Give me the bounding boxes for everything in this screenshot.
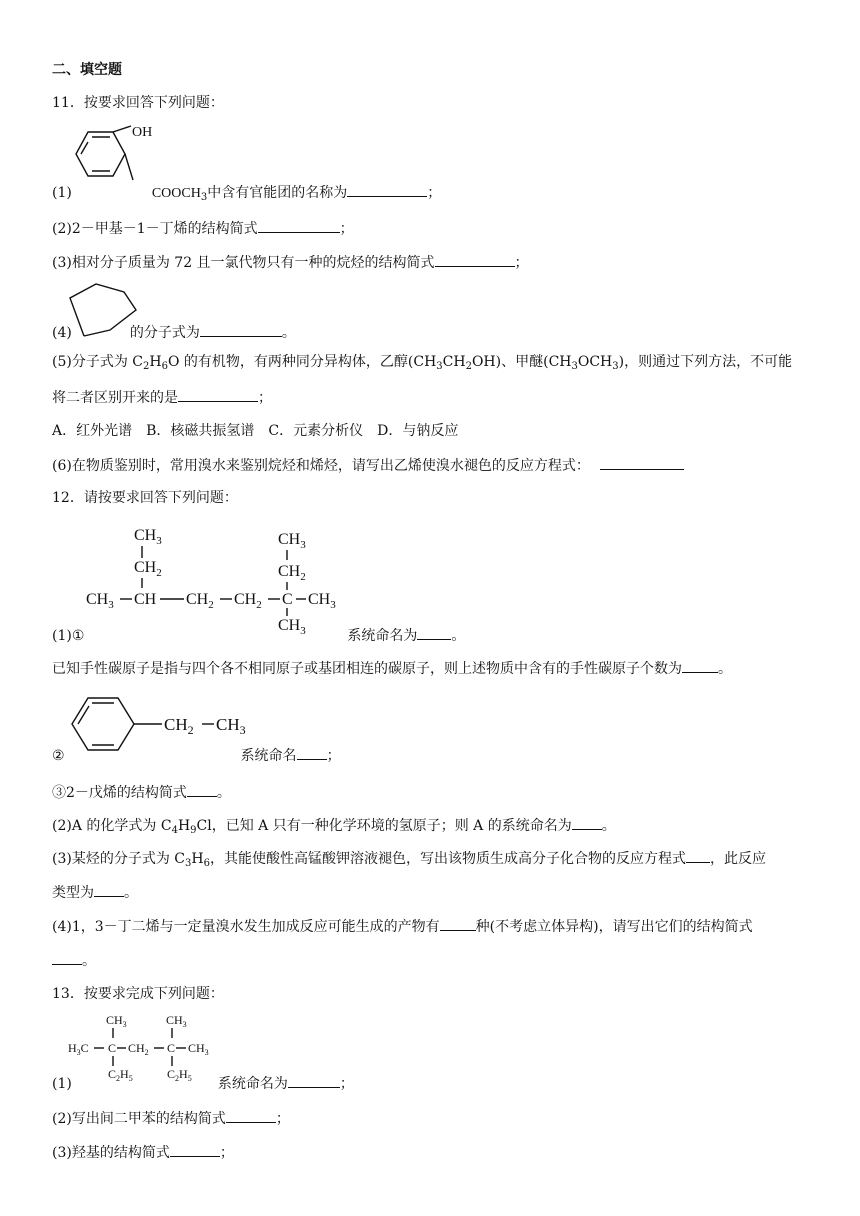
q12-sub2: ② 系统命名 ； <box>52 745 341 766</box>
answer-blank[interactable] <box>600 455 684 470</box>
answer-blank[interactable] <box>682 658 718 673</box>
answer-blank[interactable] <box>435 252 515 267</box>
svg-text:CH3: $CH_3$ <box>166 1013 187 1029</box>
q12-sub3: ③2－戊烯的结构简式 。 <box>52 782 231 803</box>
svg-text:OH: OH <box>132 125 153 140</box>
svg-text:C: C <box>108 1041 117 1055</box>
svg-text:CH3: $CH_3$ <box>308 591 336 611</box>
svg-text:C: C <box>282 591 293 608</box>
q11-part4: (4) 的分子式为 。 <box>52 322 296 343</box>
q13-part2: (2)写出间二甲苯的结构简式 ； <box>52 1108 290 1129</box>
answer-blank[interactable] <box>258 218 340 233</box>
q11-part2: (2)2－甲基－1－丁烯的结构简式 ； <box>52 218 354 239</box>
answer-blank[interactable] <box>686 848 710 863</box>
svg-text:CH: CH <box>134 591 157 608</box>
answer-blank[interactable] <box>178 387 258 402</box>
svg-text:H3C: $H_3C$ <box>68 1041 89 1057</box>
answer-blank[interactable] <box>440 916 476 931</box>
answer-blank[interactable] <box>572 815 602 830</box>
svg-text:C2H5: $C_2H_5$ <box>167 1067 192 1083</box>
q11-part5-line2: 将二者区别开来的是 ； <box>52 387 272 408</box>
svg-text:CH2: $CH_2$ <box>164 715 194 737</box>
svg-text:CH2: $CH_2$ <box>128 1041 149 1057</box>
answer-blank[interactable] <box>170 1142 220 1157</box>
q11-part3: (3)相对分子质量为 72 且一氯代物只有一种的烷烃的结构简式 ； <box>52 252 529 273</box>
q12-stem: 12．请按要求回答下列问题： <box>52 490 238 506</box>
q11-part1: (1) $COOCH_3$中含有官能团的名称为 ； <box>52 182 441 204</box>
q11-part5-options: A．红外光谱 B．核磁共振氢谱 C．元素分析仪 D．与钠反应 <box>52 423 459 439</box>
answer-blank[interactable] <box>52 950 82 965</box>
alkane-structure-1 <box>84 520 354 640</box>
q13-part3: (3)羟基的结构简式 ； <box>52 1142 234 1163</box>
svg-text:CH3: $CH_3$ <box>188 1041 209 1057</box>
q12-part3-line2: 类型为 。 <box>52 882 138 903</box>
svg-text:CH3: $CH_3$ <box>134 527 162 547</box>
svg-text:CH2: $CH_2$ <box>234 591 262 611</box>
svg-text:CH3: $CH_3$ <box>106 1013 127 1029</box>
svg-text:CH3: $CH_3$ <box>216 715 246 737</box>
q11-stem: 11．按要求回答下列问题： <box>52 95 224 111</box>
q11-part5: (5)分子式为 $C_2H_6O$ 的有机物，有两种同分异构体，乙醇$(CH_3CH_2OH)$、甲醚$(CH_3OCH_3)$，则通过下列方法，不可能 <box>52 354 793 372</box>
q12-part4-line2: 。 <box>52 950 96 971</box>
svg-text:CH2: $CH_2$ <box>134 559 162 579</box>
answer-blank[interactable] <box>187 782 217 797</box>
answer-blank[interactable] <box>297 745 327 760</box>
q13-stem: 13．按要求完成下列问题： <box>52 986 224 1002</box>
q12-part3: (3)某烃的分子式为 $C_3H_6$，其能使酸性高锰酸钾溶液褪色，写出该物质生成高分子化合物的反应方程式 ，此反应 <box>52 848 766 869</box>
svg-text:C2H5: $C_2H_5$ <box>108 1067 133 1083</box>
answer-blank[interactable] <box>226 1108 276 1123</box>
svg-text:CH3: $CH_3$ <box>278 531 306 551</box>
answer-blank[interactable] <box>200 322 282 337</box>
q12-sub1: (1)① 系统命名为 。 <box>52 625 465 646</box>
svg-text:CH3: $CH_3$ <box>86 591 114 611</box>
answer-blank[interactable] <box>288 1073 340 1088</box>
q12-chiral: 已知手性碳原子是指与四个各不相同原子或基团相连的碳原子，则上述物质中含有的手性碳原子个数为 。 <box>52 658 732 679</box>
section-title: 二、填空题 <box>52 62 122 78</box>
svg-text:CH2: $CH_2$ <box>186 591 214 611</box>
svg-text:C: C <box>167 1041 176 1055</box>
answer-blank[interactable] <box>417 625 451 640</box>
svg-text:CH3: $CH_3$ <box>278 617 306 637</box>
answer-blank[interactable] <box>94 882 124 897</box>
q11-part6: (6)在物质鉴别时，常用溴水来鉴别烷烃和烯烃，请写出乙烯使溴水褪色的反应方程式： <box>52 455 684 476</box>
svg-text:CH2: $CH_2$ <box>278 563 306 583</box>
q12-part2: (2)A 的化学式为 $C_4H_9Cl$，已知 A 只有一种化学环境的氢原子；则 A 的系统命名为 。 <box>52 815 616 836</box>
q12-part4: (4)1，3－丁二烯与一定量溴水发生加成反应可能生成的产物有 种(不考虑立体异构)，请写出它们的结构简式 <box>52 916 753 937</box>
answer-blank[interactable] <box>347 182 427 197</box>
q13-part1: (1) 系统命名为 ； <box>52 1073 354 1094</box>
